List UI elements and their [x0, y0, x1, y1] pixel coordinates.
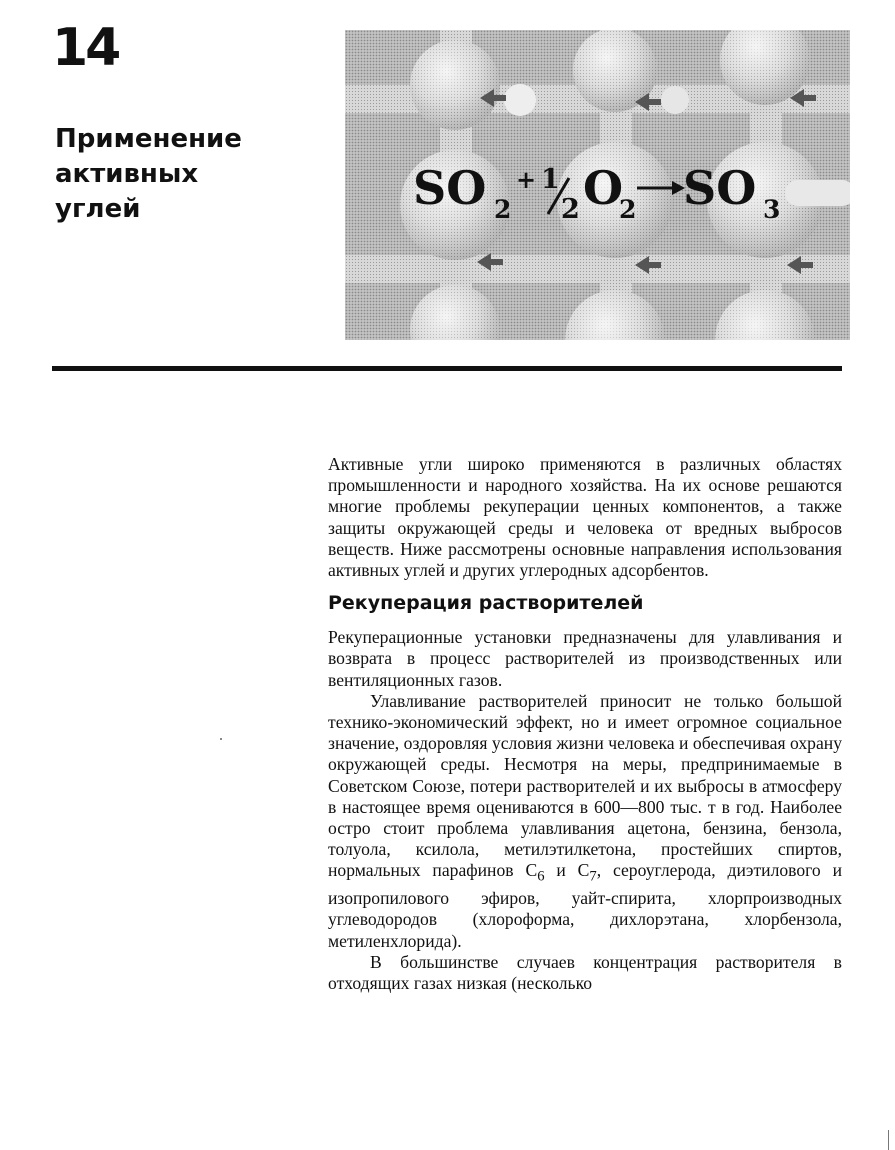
formula-reactant-2: O [583, 161, 624, 215]
formula-plus: + [516, 165, 537, 194]
intro-paragraph: Активные угли широко применяются в различных областях промышленности и народного хозяйства. На их основе решаются многие проблемы рекуперации ценных компонентов, а также защиты окружающей среды и человека от вредных выбросов веществ. Ниже рассмотрены основные направления использования активных углей и других углеродных адсорбентов. [328, 454, 842, 581]
paragraph-text: , сероуглерода, диэтилового и изопропилового эфиров, уайт-спирита, хлорпроизводных углеводородов (хлороформа, дихлорэтана, хлорбензола, метиленхлорида). [328, 860, 842, 951]
chapter-title-line: активных [55, 159, 199, 189]
formula-product-sub: 3 [763, 195, 781, 224]
section-heading: Рекуперация растворителей [328, 592, 644, 615]
page-speck [220, 738, 222, 740]
formula-reactant-1: SO [413, 161, 487, 215]
paragraph-text: Улавливание растворителей приносит не только большой технико-экономический эффект, но и имеет огромное социальное значение, оздоровляя условия жизни человека и обеспечивая охрану окружающей среды. Несмотря на меры, предпринимаемые в Советском Союзе, потери растворителей и их выбросы в атмосферу в настоящее время оцениваются в 600—800 тыс. т в год. Наиболее остро стоит проблема улавливания ацетона, бензина, бензола, толуола, ксилола, метилэтилкетона, простейших спиртов, нормальных парафинов C [328, 690, 842, 881]
paragraph [328, 691, 842, 952]
formula-coef-num: 1 [541, 164, 560, 195]
paragraph-text: и C [544, 860, 590, 881]
page-edge-mark [888, 1130, 889, 1150]
subscript: 6 [537, 868, 545, 885]
chapter-title-line: Применение [55, 124, 242, 154]
reaction-illustration [345, 30, 850, 340]
formula-product: SO [683, 161, 757, 215]
body-text [328, 454, 842, 994]
subscript: 7 [589, 868, 597, 885]
formula-reactant-1-sub: 2 [494, 195, 512, 224]
paragraph: Рекуперационные установки предназначены для улавливания и возврата в процесс растворителей из производственных или вентиляционных газов. [328, 627, 842, 690]
formula-coef-den: 2 [561, 194, 580, 225]
formula-reactant-2-sub: 2 [619, 195, 637, 224]
divider-rule [52, 366, 842, 371]
chapter-number: 14 [52, 18, 119, 78]
chapter-title-line: углей [55, 194, 141, 224]
chapter-title [55, 122, 295, 227]
paragraph: В большинстве случаев концентрация растворителя в отходящих газах низкая (несколько [328, 951, 842, 993]
